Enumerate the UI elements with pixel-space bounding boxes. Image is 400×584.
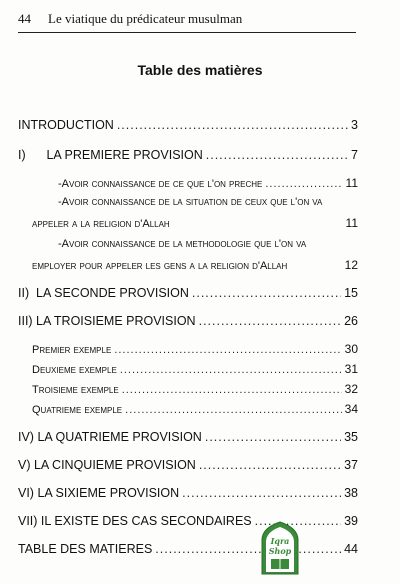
iqra-shop-logo-icon — [258, 520, 302, 576]
toc-entry-page: 37 — [344, 458, 358, 472]
toc-entry-label: VI) LA SIXIEME PROVISION — [18, 486, 180, 500]
leader-dots — [199, 314, 342, 328]
toc-entry-page: 31 — [344, 362, 358, 376]
toc-entry-page: 35 — [344, 430, 358, 444]
toc-entry-page: 38 — [344, 486, 358, 500]
toc-entry-page: 15 — [344, 286, 358, 300]
toc-entry-page: 7 — [351, 148, 358, 162]
toc-entry-label: Quatrieme exemple — [32, 404, 123, 416]
toc-entry-premiere-provision[interactable] — [18, 148, 358, 162]
toc-entry-introduction[interactable] — [18, 118, 358, 132]
page-number: 44 — [18, 11, 31, 26]
toc-entry-label: TABLE DES MATIERES — [18, 542, 153, 556]
toc-entry-label: Deuxieme exemple — [32, 364, 117, 376]
running-title: Le viatique du prédicateur musulman — [48, 11, 243, 26]
toc-entry-sub-methodologie-line1[interactable]: -Avoir connaissance de la methodologie que l'on va — [58, 238, 307, 250]
leader-dots — [206, 148, 348, 162]
page-header — [18, 8, 350, 30]
toc-entry-cas-secondaires[interactable] — [18, 514, 358, 528]
leader-dots — [114, 344, 341, 356]
toc-entry-page: 39 — [344, 514, 358, 528]
toc-entry-page: 32 — [344, 382, 358, 396]
toc-entry-label: employer pour appeler les gens a la religion d'Allah — [32, 260, 288, 272]
toc-entry-deuxieme-exemple[interactable] — [32, 362, 358, 376]
toc-entry-page: 11 — [345, 216, 358, 230]
toc-entry-label: IV) LA QUATRIEME PROVISION — [18, 430, 202, 444]
toc-entry-page: 11 — [345, 176, 358, 190]
svg-text:Shop: Shop — [268, 546, 292, 556]
toc-entry-label: III) LA TROISIEME PROVISION — [18, 314, 196, 328]
toc-entry-page: 30 — [344, 342, 358, 356]
toc-entry-label: V) LA CINQUIEME PROVISION — [18, 458, 196, 472]
toc-entry-quatrieme-provision[interactable] — [18, 430, 358, 444]
toc-entry-page: 34 — [344, 402, 358, 416]
toc-entry-quatrieme-exemple[interactable] — [32, 402, 358, 416]
leader-dots — [125, 404, 341, 416]
toc-entry-label: -Avoir connaissance de ce que l'on preche — [58, 178, 263, 190]
toc-entry-sub-preche[interactable] — [58, 176, 358, 190]
leader-dots — [192, 286, 341, 300]
toc-entry-label: appeler a la religion d'Allah — [32, 218, 170, 230]
toc-entry-label: INTRODUCTION — [18, 118, 114, 132]
leader-dots — [199, 458, 341, 472]
leader-dots — [205, 430, 341, 444]
toc-entry-troisieme-exemple[interactable] — [32, 382, 358, 396]
toc-title: Table des matières — [137, 62, 263, 78]
toc-entry-sixieme-provision[interactable] — [18, 486, 358, 500]
toc-entry-table-des-matieres[interactable] — [18, 542, 358, 556]
leader-dots — [120, 364, 342, 376]
toc-entry-sub-situation-line1[interactable]: -Avoir connaissance de la situation de ceux que l'on va — [58, 196, 323, 208]
svg-text:Iqra: Iqra — [270, 536, 290, 546]
toc-entry-label: Premier exemple — [32, 344, 112, 356]
toc-entry-cinquieme-provision[interactable] — [18, 458, 358, 472]
toc-entry-page: 12 — [344, 258, 358, 272]
leader-dots — [182, 486, 341, 500]
toc-entry-troisieme-provision[interactable] — [18, 314, 358, 328]
toc-entry-label: Troisieme exemple — [32, 384, 119, 396]
toc-entry-seconde-provision[interactable] — [18, 286, 358, 300]
leader-dots — [155, 542, 341, 556]
toc-entry-premier-exemple[interactable] — [32, 342, 358, 356]
leader-dots — [265, 178, 342, 190]
toc-entry-sub-methodologie-line2[interactable] — [32, 258, 358, 272]
header-rule — [18, 32, 356, 33]
toc-entry-label: II) LA SECONDE PROVISION — [18, 286, 189, 300]
toc-entry-sub-situation-line2[interactable] — [32, 216, 358, 230]
toc-entry-page: 26 — [344, 314, 358, 328]
leader-dots — [117, 118, 348, 132]
leader-dots — [122, 384, 342, 396]
toc-entry-page: 44 — [344, 542, 358, 556]
toc-entry-label: VII) IL EXISTE DES CAS SECONDAIRES — [18, 514, 252, 528]
toc-entry-label: I) LA PREMIERE PROVISION — [18, 148, 203, 162]
toc-entry-page: 3 — [351, 118, 358, 132]
